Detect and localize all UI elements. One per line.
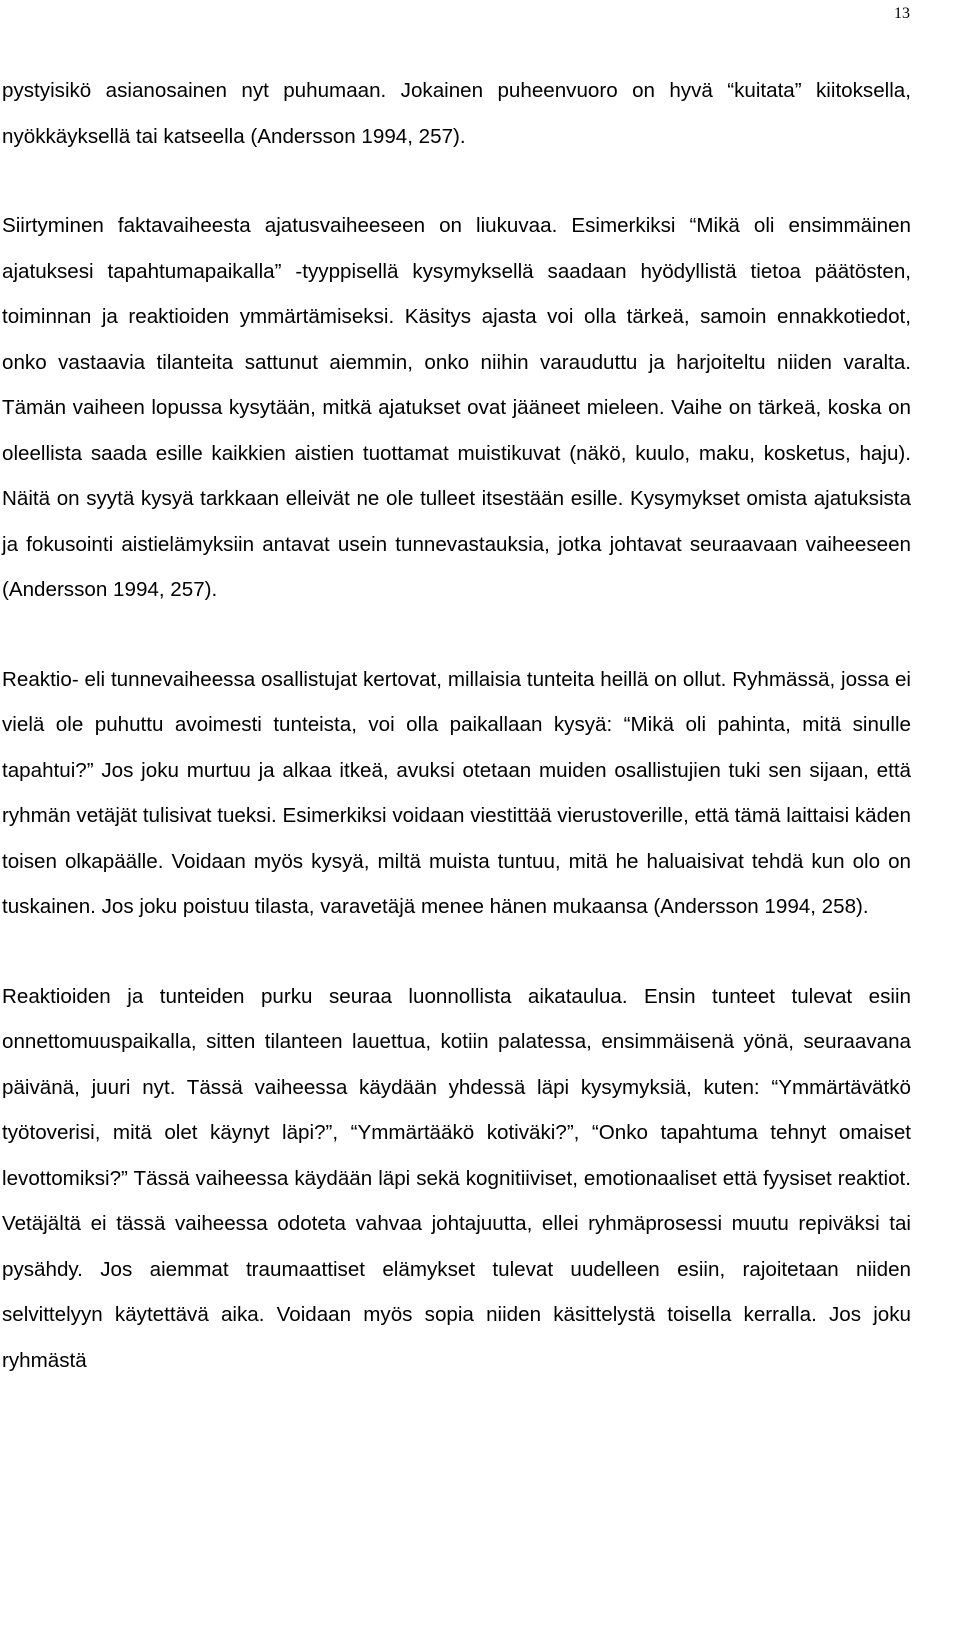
paragraph-1: pystyisikö asianosainen nyt puhumaan. Jokainen puheenvuoro on hyvä “kuitata” kiitoksella, nyökkäyksellä tai katseella (Andersson 1994, 257). xyxy=(2,79,911,148)
paragraph-3: Reaktio- eli tunnevaiheessa osallistujat kertovat, millaisia tunteita heillä on ollut. Ryhmässä, jossa ei vielä ole puhuttu avoimesti tunteista, voi olla paikallaan kysyä: “Mikä oli pahinta, mitä sinulle tapahtui?” Jos joku murtuu ja alkaa itkeä, avuksi otetaan muiden osallistujien tuki sen sijaan, että ryhmän vetäjät tulisivat tueksi. Esimerkiksi voidaan viestittää vierustoverille, että tämä laittaisi käden toisen olkapäälle. Voidaan myös kysyä, miltä muista tuntuu, mitä he haluaisivat tehdä kun olo on tuskainen. Jos joku poistuu tilasta, varavetäjä menee hänen mukaansa (Andersson 1994, 258). xyxy=(2,667,911,918)
body-text xyxy=(2,68,911,1383)
page-number: 13 xyxy=(894,5,910,22)
paragraph-4: Reaktioiden ja tunteiden purku seuraa luonnollista aikataulua. Ensin tunteet tulevat esiin onnettomuuspaikalla, sitten tilanteen lauettua, kotiin palatessa, ensimmäisenä yönä, seuraavana päivänä, juuri nyt. Tässä vaiheessa käydään yhdessä läpi kysymyksiä, kuten: “Ymmärtävätkö työtoverisi, mitä olet käynyt läpi?”, “Ymmärtääkö kotiväki?”, “Onko tapahtuma tehnyt omaiset levottomiksi?” Tässä vaiheessa käydään läpi sekä kognitiiviset, emotionaaliset että fyysiset reaktiot. Vetäjältä ei tässä vaiheessa odoteta vahvaa johtajuutta, ellei ryhmäprosessi muutu repiväksi tai pysähdy. Jos aiemmat traumaattiset elämykset tulevat uudelleen esiin, rajoitetaan niiden selvittelyyn käytettävä aika. Voidaan myös sopia niiden käsittelystä toisella kerralla. Jos joku ryhmästä xyxy=(2,984,911,1372)
paragraph-2: Siirtyminen faktavaiheesta ajatusvaiheeseen on liukuvaa. Esimerkiksi “Mikä oli ensimmäinen ajatuksesi tapahtumapaikalla” -tyyppisellä kysymyksellä saadaan hyödyllistä tietoa päätösten, toiminnan ja reaktioiden ymmärtämiseksi. Käsitys ajasta voi olla tärkeä, samoin ennakkotiedot, onko vastaavia tilanteita sattunut aiemmin, onko niihin varauduttu ja harjoiteltu niiden varalta. Tämän vaiheen lopussa kysytään, mitkä ajatukset ovat jääneet mieleen. Vaihe on tärkeä, koska on oleellista saada esille kaikkien aistien tuottamat muistikuvat (näkö, kuulo, maku, kosketus, haju). Näitä on syytä kysyä tarkkaan elleivät ne ole tulleet itsestään esille. Kysymykset omista ajatuksista ja fokusointi aistielämyksiin antavat usein tunnevastauksia, jotka johtavat seuraavaan vaiheeseen (Andersson 1994, 257). xyxy=(2,214,911,601)
